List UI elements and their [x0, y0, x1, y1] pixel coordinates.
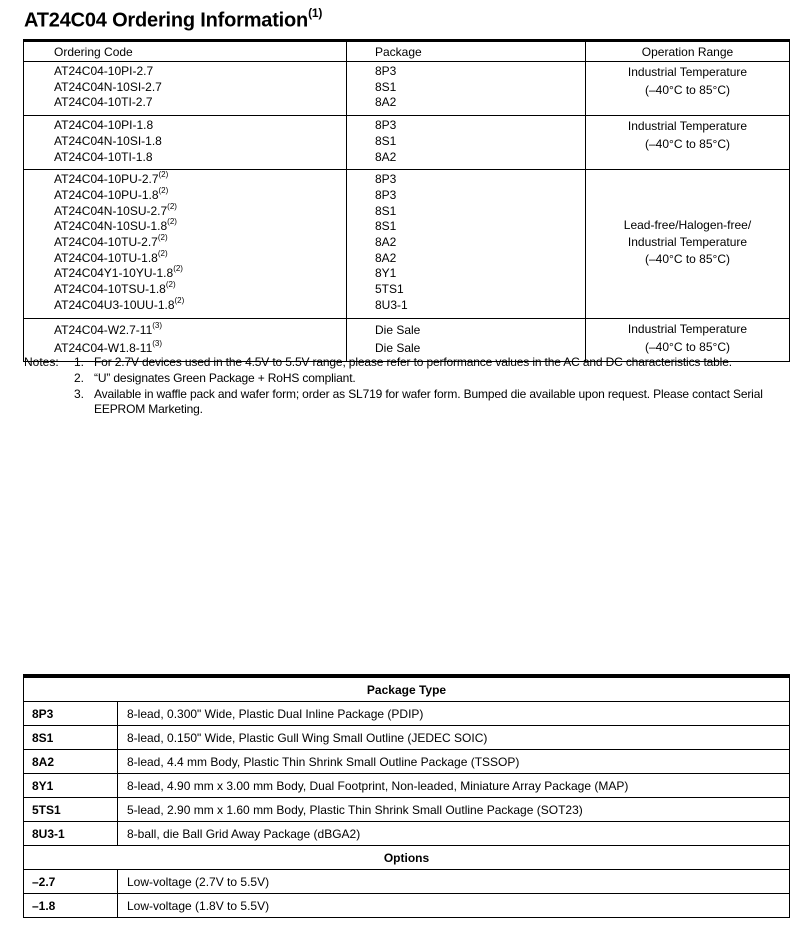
package-description: 5-lead, 2.90 mm x 1.60 mm Body, Plastic Thin Shrink Small Outline Package (SOT23) — [118, 798, 790, 822]
package-code: 5TS1 — [24, 798, 118, 822]
notes-label: Notes: — [24, 355, 59, 369]
package-description: 8-lead, 0.300" Wide, Plastic Dual Inline Package (PDIP) — [118, 702, 790, 726]
package-code: 8S1 — [375, 203, 397, 218]
package-row — [24, 798, 790, 822]
package-row — [24, 774, 790, 798]
range-line: (–40°C to 85°C) — [645, 251, 730, 266]
package-code: 8P3 — [375, 64, 397, 78]
package-row — [24, 702, 790, 726]
package-code: 8P3 — [375, 118, 397, 133]
package-code: 8A2 — [375, 149, 397, 164]
option-row — [24, 870, 790, 894]
ordering-code: AT24C04-10TI-1.8 — [54, 149, 153, 164]
package-code: 8P3 — [24, 702, 118, 726]
ordering-code: AT24C04N-10SI-1.8 — [54, 133, 162, 148]
package-code: 8U3-1 — [24, 822, 118, 846]
operation-range-cell — [586, 62, 790, 116]
ordering-code: AT24C04-10TU-2.7$^{(2)}$ — [54, 233, 168, 250]
package-description: 8-lead, 4.90 mm x 3.00 mm Body, Dual Footprint, Non-leaded, Miniature Array Package (MAP) — [118, 774, 790, 798]
footnote-ref: (2) — [157, 248, 168, 258]
ordering-code: AT24C04-10PU-1.8$^{(2)}$ — [54, 185, 169, 202]
package-code: 8A2 — [375, 235, 397, 250]
note-number: 3. — [74, 386, 85, 401]
operation-range-cell — [586, 116, 790, 170]
note-item — [24, 387, 794, 419]
footnote-ref: (3) — [152, 320, 163, 330]
note-text: Available in waffle pack and wafer form; order as SL719 for wafer form. Bumped die available upon request. Please contact Serial EEPROM Marketing. — [94, 386, 763, 417]
package-code: 8S1 — [375, 219, 397, 234]
package-code: 8U3-1 — [375, 297, 408, 312]
package-description: 8-lead, 0.150" Wide, Plastic Gull Wing Small Outline (JEDEC SOIC) — [118, 726, 790, 750]
option-description: Low-voltage (1.8V to 5.5V) — [118, 894, 790, 918]
ordering-codes-cell — [24, 170, 347, 318]
packages-cell — [347, 116, 586, 170]
footnote-ref: (2) — [158, 185, 169, 195]
package-code: 8S1 — [24, 726, 118, 750]
footnote-ref: (2) — [173, 264, 183, 274]
packages-cell — [347, 62, 586, 116]
packages-cell — [347, 170, 586, 318]
page-title — [24, 8, 322, 33]
note-item — [24, 371, 794, 387]
package-code: 8Y1 — [24, 774, 118, 798]
footnote-ref: (2) — [158, 170, 169, 180]
footnote-ref: (2) — [167, 201, 177, 211]
title-footnote-ref: (1) — [308, 6, 323, 20]
ordering-table — [23, 39, 790, 362]
package-description: 8-ball, die Ball Grid Away Package (dBGA2) — [118, 822, 790, 846]
package-code: 8A2 — [375, 250, 397, 265]
ordering-code: AT24C04-10TI-2.7 — [54, 95, 153, 110]
options-header-row — [24, 846, 790, 870]
ordering-code: AT24C04-10PI-1.8 — [54, 118, 154, 133]
package-code: Die Sale — [375, 322, 421, 337]
ordering-codes-cell — [24, 62, 347, 116]
header-operation-range: Operation Range — [586, 41, 790, 62]
footnote-ref: (2) — [174, 295, 185, 305]
range-line: Industrial Temperature — [627, 119, 748, 134]
note-number: 2. — [74, 370, 85, 385]
footnote-ref: (2) — [165, 280, 176, 290]
range-line: Industrial Temperature — [627, 65, 748, 79]
package-code: 8A2 — [24, 750, 118, 774]
ordering-code: AT24C04-W2.7-11$^{(3)}$ — [54, 320, 163, 337]
package-row — [24, 822, 790, 846]
package-row — [24, 726, 790, 750]
ordering-code: AT24C04U3-10UU-1.8$^{(2)}$ — [54, 295, 185, 312]
ordering-group — [24, 62, 790, 116]
note-number: 1. — [74, 355, 85, 369]
ordering-code: AT24C04N-10SI-2.7 — [54, 79, 162, 94]
ordering-codes-cell — [24, 116, 347, 170]
ordering-code: AT24C04-10PI-2.7 — [54, 64, 154, 78]
option-row — [24, 894, 790, 918]
range-line: Industrial Temperature — [627, 234, 748, 249]
package-row — [24, 750, 790, 774]
package-code: 8S1 — [375, 79, 397, 94]
options-header: Options — [24, 846, 790, 870]
option-code: –2.7 — [24, 870, 118, 894]
package-code: 8Y1 — [375, 266, 397, 281]
package-code: 8P3 — [375, 187, 397, 202]
range-line: Industrial Temperature — [627, 321, 748, 336]
package-code: 8A2 — [375, 95, 397, 110]
ordering-table-header — [24, 41, 790, 62]
ordering-group — [24, 116, 790, 170]
package-description: 8-lead, 4.4 mm Body, Plastic Thin Shrink Small Outline Package (TSSOP) — [118, 750, 790, 774]
package-code: 8S1 — [375, 133, 397, 148]
footnote-ref: (2) — [167, 217, 177, 227]
ordering-group — [24, 170, 790, 318]
ordering-code: AT24C04-10TU-1.8$^{(2)}$ — [54, 248, 168, 265]
package-type-header-row — [24, 676, 790, 702]
ordering-code: AT24C04-W1.8-11$^{(3)}$ — [54, 338, 163, 355]
package-code: 5TS1 — [375, 282, 404, 297]
option-description: Low-voltage (2.7V to 5.5V) — [118, 870, 790, 894]
note-text: For 2.7V devices used in the 4.5V to 5.5V range, please refer to performance values in the AC and DC characteristics table. — [94, 355, 732, 369]
header-ordering-code: Ordering Code — [24, 41, 347, 62]
footnote-ref: (3) — [152, 338, 163, 348]
note-text: “U” designates Green Package + RoHS compliant. — [94, 370, 356, 385]
note-item — [24, 355, 794, 371]
package-code: 8P3 — [375, 172, 397, 187]
ordering-code: AT24C04N-10SU-2.7$^{(2)}$ — [54, 201, 177, 218]
ordering-code: AT24C04N-10SU-1.8$^{(2)}$ — [54, 217, 177, 234]
range-line: (–40°C to 85°C) — [645, 83, 730, 97]
page-title-text: AT24C04 Ordering Information — [24, 9, 309, 32]
package-type-header: Package Type — [24, 676, 790, 702]
header-package: Package — [347, 41, 586, 62]
footnote-ref: (2) — [157, 233, 168, 243]
package-code: Die Sale — [375, 340, 421, 355]
range-line: (–40°C to 85°C) — [645, 339, 730, 354]
ordering-code: AT24C04Y1-10YU-1.8$^{(2)}$ — [54, 264, 183, 281]
notes-section — [24, 355, 794, 418]
package-type-table — [23, 674, 790, 918]
range-line: Lead-free/Halogen-free/ — [623, 217, 752, 232]
range-line: (–40°C to 85°C) — [645, 137, 730, 152]
operation-range-cell — [586, 170, 790, 318]
option-code: –1.8 — [24, 894, 118, 918]
ordering-code: AT24C04-10TSU-1.8$^{(2)}$ — [54, 280, 176, 297]
ordering-code: AT24C04-10PU-2.7$^{(2)}$ — [54, 170, 169, 187]
